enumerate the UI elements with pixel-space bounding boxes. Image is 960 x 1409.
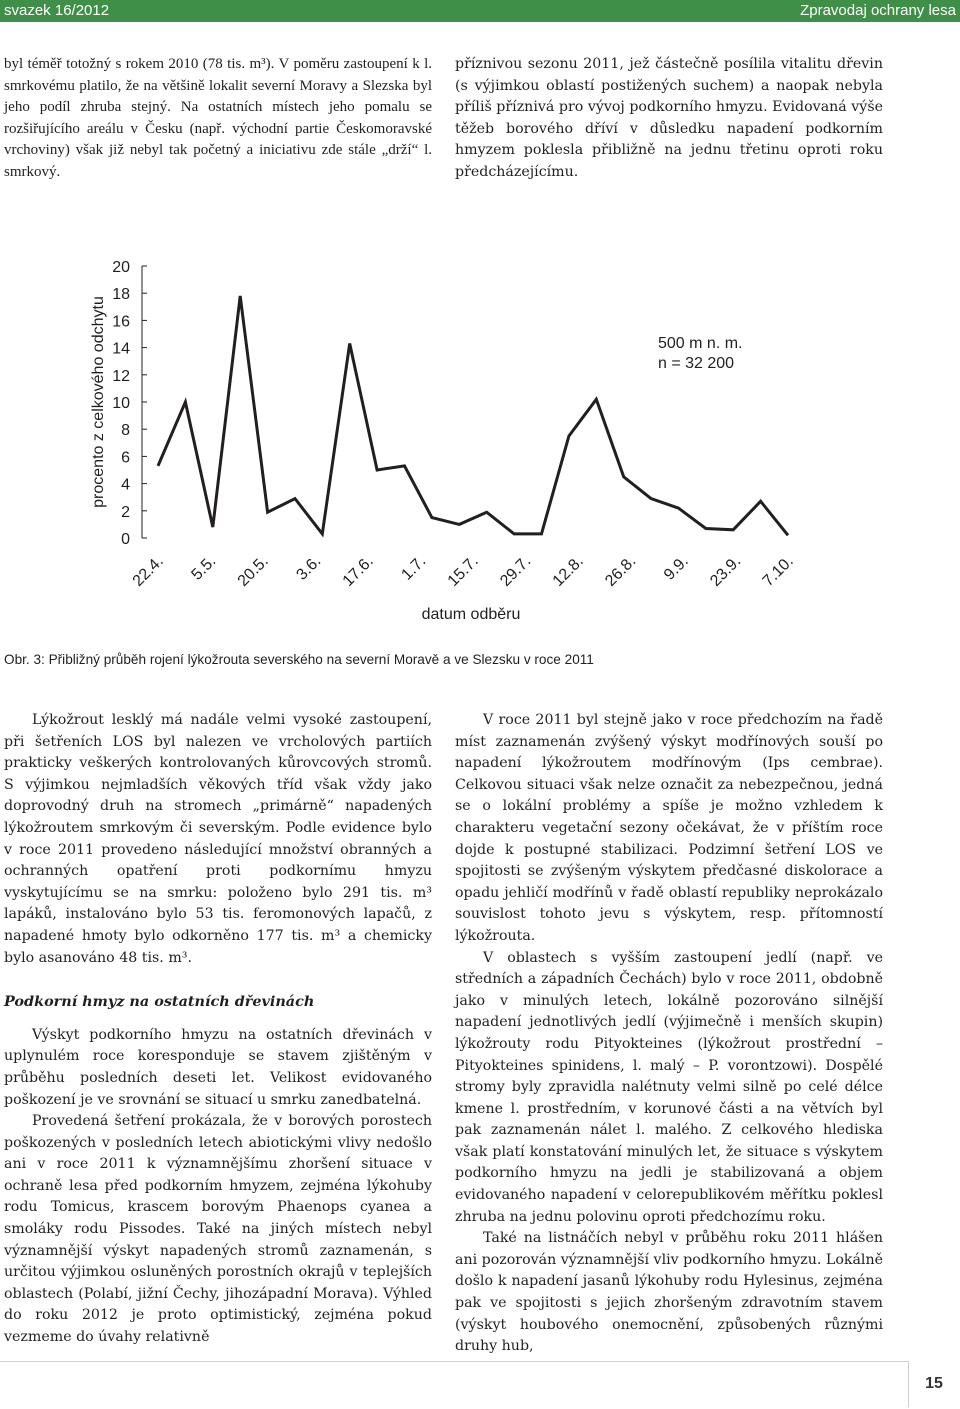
x-tick-label: 3.6. [293, 552, 325, 584]
x-tick-label: 12.8. [549, 552, 587, 590]
body-paragraph: Výskyt podkorního hmyzu na ostatních dřevinách v uplynulém roce koresponduje se stavem zjištěným v průběhu posledních deseti let. Velikost evidovaného poškození je ve srovnání se situací u smrku zanedbatelná. [4, 1026, 432, 1108]
y-tick-label: 10 [112, 395, 130, 412]
chart-annotation-sample-size: n = 32 200 [658, 355, 735, 372]
top-right-column [455, 54, 883, 184]
y-tick-label: 0 [121, 531, 130, 548]
swarming-line-chart [70, 250, 890, 630]
page-number: 15 [908, 1361, 959, 1407]
top-right-paragraph: příznivou sezonu 2011, jež částečně posílila vitalitu dřevin (s výjimkou oblastí postižených suchem) a naopak nebyla příliš příznivá pro vývoj podkorního hmyzu. Evidovaná výše těžeb borového dříví v důsledku napadení podkorním hmyzem poklesla přibližně na jednu třetinu oproti roku předcházejícímu. [455, 56, 883, 180]
y-tick-label: 8 [121, 422, 130, 440]
x-tick-label: 23.9. [707, 552, 745, 590]
x-tick-label: 20.5. [234, 552, 272, 590]
body-paragraph: Lýkožrout lesklý má nadále velmi vysoké zastoupení, při šetřeních LOS byl nalezen ve vrcholových partiích prakticky veškerých kontrolovaných kůrovcových stromů. S výjimkou nejmladších věkových tříd však vždy jako doprovodný druh na stromech „primárně“ napadených lýkožroutem smrkovým či severským. Podle evidence bylo v roce 2011 provedeno následující množství obranných a ochranných opatření proti podkornímu hmyzu vyskytujícímu se na smrku: položeno bylo 291 tis. m³ lapáků, instalováno bylo 53 tis. feromonových lapačů, z napadené hmoty bylo odkorněno 177 tis. m³ a chemicky bylo asanováno 48 tis. m³. [4, 712, 432, 966]
body-paragraph: V roce 2011 byl stejně jako v roce předchozím na řadě míst zaznamenán zvýšený výskyt modřínových souší po napadení lýkožroutem modřínovým (Ips cembrae). Celkovou situaci však nelze označit za nebezpečnou, jedná se o lokální problémy a spíše je možno vzhledem k charakteru vegetační sezony očekávat, že v příštím roce dojde k postupné stabilizaci. Podzimní šetření LOS ve spojitosti se zvýšeným výskytem předčasné diskolorace a opadu jehličí modřínů v řadě oblastí republiky neprokázalo souvislost tohoto jevu s výskytem, resp. přítomností lýkožrouta. [455, 712, 883, 944]
y-axis-title: procento z celkového odchytu [90, 296, 107, 508]
y-tick-label: 20 [112, 259, 130, 276]
body-paragraph: Také na listnáčích nebyl v průběhu roku 2011 hlášen ani pozorován významnější vliv podkorního hmyzu. Lokálně došlo k napadení jasanů lýkohuby rodu Hylesinus, zejména pak ve spojitosti s jejich zhoršeným zdravotním stavem (výskyt houbového onemocnění, způsobených různými druhy hub, [455, 1230, 883, 1355]
section-heading: Podkorní hmyz na ostatních dřevinách [4, 993, 315, 1011]
x-tick-label: 5.5. [188, 552, 220, 584]
x-tick-label: 9.9. [660, 552, 692, 584]
y-tick-label: 2 [121, 503, 130, 521]
x-tick-label: 15.7. [444, 552, 482, 590]
x-tick-label: 26.8. [602, 552, 640, 590]
footer-rule [0, 1361, 910, 1362]
journal-volume: svazek 16/2012 [4, 2, 110, 19]
series-line [158, 296, 788, 535]
x-tick-label: 7.10. [759, 552, 797, 590]
top-left-paragraph: byl téměř totožný s rokem 2010 (78 tis. m³). V poměru zastoupení k l. smrkovému platilo, že na většině lokalit severní Moravy a Slezska byl jeho podíl zhruba stejný. Na ostatních místech jeho pomalu se rozšiřujícího areálu v Česku (např. východní partie Českomoravské vrchoviny) však již nebyl tak početný a iniciativu zde stále „drží“ l. smrkový. [4, 56, 432, 180]
y-tick-label: 12 [112, 367, 130, 385]
journal-title: Zpravodaj ochrany lesa [800, 2, 956, 19]
chart-annotation-altitude: 500 m n. m. [658, 335, 743, 352]
x-tick-label: 1.7. [398, 552, 430, 584]
bottom-right-column [455, 710, 883, 1358]
x-tick-label: 29.7. [497, 552, 535, 590]
bottom-left-column [4, 710, 432, 1349]
y-tick-label: 16 [112, 313, 130, 331]
body-paragraph: V oblastech s vyšším zastoupení jedlí (např. ve středních a západních Čechách) bylo v roce 2011, obdobně jako v minulých letech, lokálně pozorováno silnější napadení jednotlivých jedlí (výjimečně i menších skupin) lýkožrouty rodu Pityokteines (lýkožrout prostřední – Pityokteines spinidens, l. malý – P. vorontzowi). Dospělé stromy byly zpravidla nalétnuty velmi silně po celé délce kmene l. prostředním, v korunové části a na větvích byl pak zaznamenán nálet l. malého. Z celkového hlediska však platí konstatování minulých let, že situace s výskytem podkorního hmyzu na jedli je stabilizovaná a objem evidovaného napadení v celorepublikovém měřítku poklesl zhruba na jednu polovinu oproti předchozímu roku. [455, 949, 883, 1225]
x-axis-title: datum odběru [421, 606, 521, 623]
top-left-column [4, 54, 432, 184]
y-tick-label: 18 [112, 286, 130, 304]
running-header [0, 0, 960, 22]
x-tick-label: 17.6. [339, 552, 377, 590]
y-tick-label: 6 [121, 449, 130, 467]
y-tick-label: 14 [112, 340, 130, 358]
x-tick-label: 22.4. [129, 552, 167, 590]
figure-caption: Obr. 3: Přibližný průběh rojení lýkožrouta severského na severní Moravě a ve Slezsku v roce 2011 [4, 652, 594, 667]
y-tick-label: 4 [121, 476, 130, 494]
body-paragraph: Provedená šetření prokázala, že v borových porostech poškozených v posledních letech abiotickými vlivy nedošlo ani v roce 2011 k významnějšímu zhoršení situace v ochraně lesa před podkorním hmyzem, zejména lýkohuby rodu Tomicus, krascem borovým Phaenops cyanea a smoláky rodu Pissodes. Také na jiných místech nebyl významnější výskyt napadených stromů zaznamenán, s určitou výjimkou osluněných porostních okrajů v teplejších oblastech (Polabí, jižní Čechy, jihozápadní Morava). Výhled do roku 2012 je proto optimistický, zejména pokud vezmeme do úvahy relativně [4, 1113, 432, 1346]
